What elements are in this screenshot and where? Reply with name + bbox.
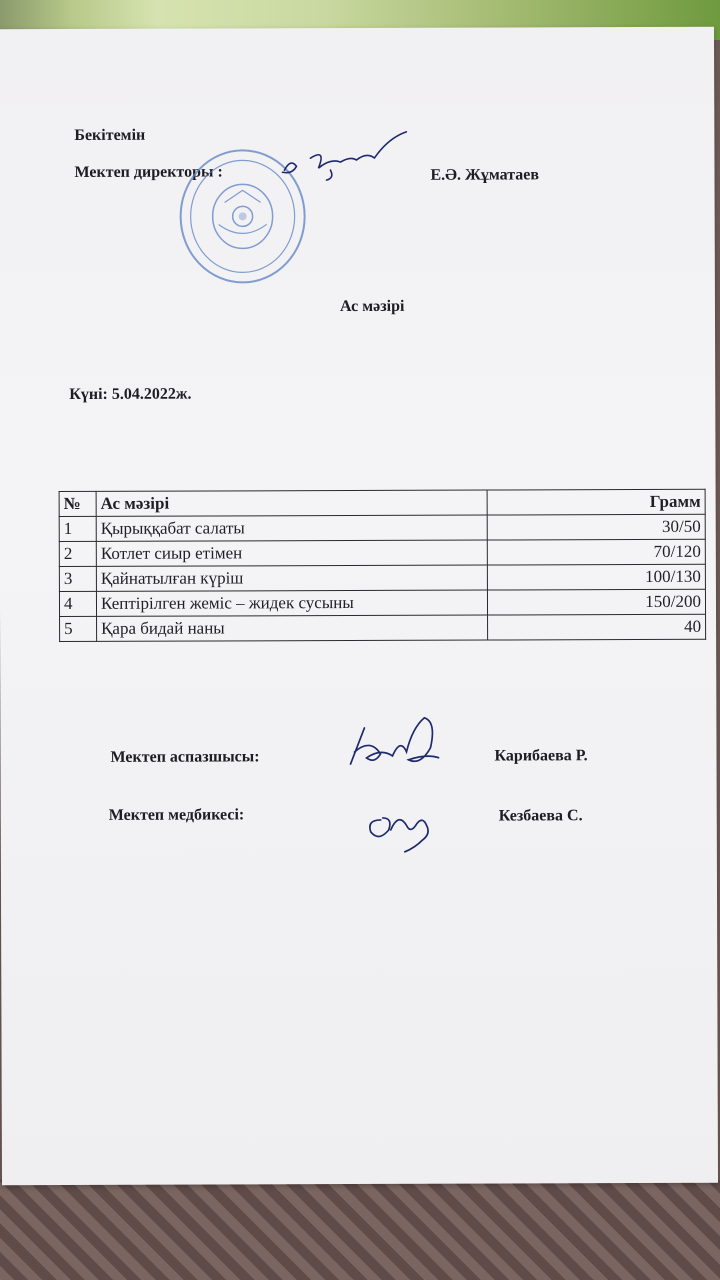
row-number: 3 [59,566,96,591]
table-row [59,514,705,541]
header-gram: Грамм [487,489,705,515]
date-line: Күні: 5.04.2022ж. [69,385,192,404]
page-title: Ас мәзірі [339,297,405,316]
menu-table [59,489,707,642]
header-dish: Ас мәзірі [96,490,487,516]
row-gram: 100/130 [487,564,705,590]
nurse-signature [361,790,441,854]
row-dish: Қара бидай наны [97,615,488,641]
table-row [60,614,706,641]
header-number: № [59,491,96,516]
row-dish: Қайнатылған күріш [96,565,487,591]
row-dish: Котлет сиыр етімен [96,540,487,566]
row-gram: 150/200 [487,589,705,615]
row-number: 5 [60,616,97,641]
table-row [59,589,705,616]
row-number: 4 [59,591,96,616]
row-gram: 70/120 [487,539,705,565]
row-dish: Кептірілген жеміс – жидек сусыны [96,590,487,616]
row-gram: 40 [488,614,706,640]
table-row [59,564,705,591]
director-signature [270,128,420,189]
director-label: Мектеп директоры : [74,163,223,181]
cook-label: Мектеп аспазшысы: [110,748,260,766]
cook-name: Карибаева Р. [494,747,588,765]
cook-signature [340,708,450,778]
document-page [0,27,718,1185]
background-bottom [0,1180,720,1280]
row-dish: Қырыққабат салаты [96,515,487,541]
nurse-label: Мектеп медбикесі: [108,806,245,824]
approve-label: Бекітемін [74,126,146,144]
director-name: Е.Ә. Жұматаев [430,166,540,184]
row-number: 2 [59,541,96,566]
table-header-row [59,489,705,516]
row-number: 1 [59,516,96,541]
row-gram: 30/50 [487,514,705,540]
nurse-name: Кезбаева С. [498,807,583,825]
table-row [59,539,705,566]
